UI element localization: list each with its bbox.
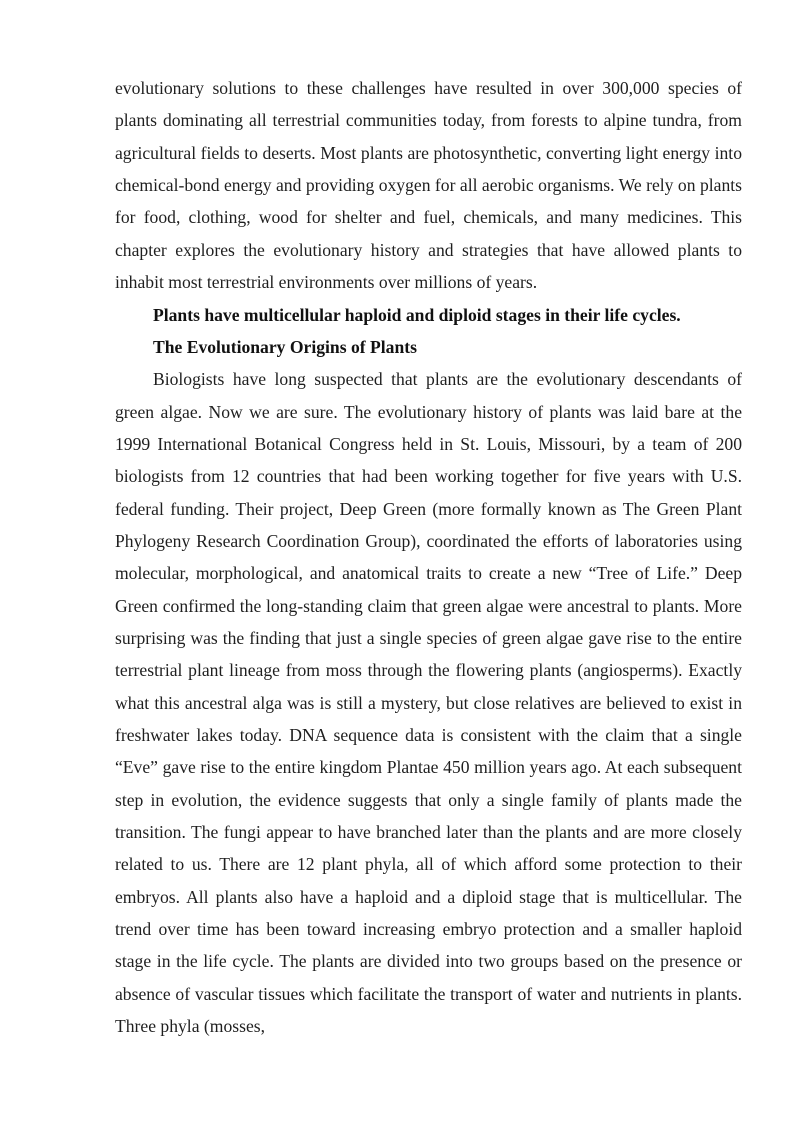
body-paragraph: Biologists have long suspected that plants are the evolutionary descendants of green algae. Now we are sure. The evolutionary history of plants was laid bare at the 1999 International Botanical Congress held in St. Louis, Missouri, by a team of 200 biologists from 12 countries that had been working together for five years with U.S. federal funding. Their project, Deep Green (more formally known as The Green Plant Phylogeny Research Coordination Group), coordinated the efforts of laboratories using molecular, morphological, and anatomical traits to create a new “Tree of Life.” Deep Green confirmed the long-standing claim that green algae were ancestral to plants. More surprising was the finding that just a single species of green algae gave rise to the entire terrestrial plant lineage from moss through the flowering plants (angiosperms). Exactly what this ancestral alga was is still a mystery, but close relatives are believed to exist in freshwater lakes today. DNA sequence data is consistent with the claim that a single “Eve” gave rise to the entire kingdom Plantae 450 million years ago. At each subsequent step in evolution, the evidence suggests that only a single family of plants made the transition. The fungi appear to have branched later than the plants and are more closely related to us. There are 12 plant phyla, all of which afford some protection to their embryos. All plants also have a haploid and a diploid stage that is multicellular. The trend over time has been toward increasing embryo protection and a smaller haploid stage in the life cycle. The plants are divided into two groups based on the presence or absence of vascular tissues which facilitate the transport of water and nutrients in plants. Three phyla (mosses, xyxy=(115,369,742,1037)
summary-heading: Plants have multicellular haploid and diploid stages in their life cycles. xyxy=(153,304,681,325)
continued-paragraph: evolutionary solutions to these challenges have resulted in over 300,000 species of plants dominating all terrestrial communities today, from forests to alpine tundra, from agricultural fields to deserts. Most plants are photosynthetic, converting light energy into chemical-bond energy and providing oxygen for all aerobic organisms. We rely on plants for food, clothing, wood for shelter and fuel, chemicals, and many medicines. This chapter explores the evolutionary history and strategies that have allowed plants to inhabit most terrestrial environments over millions of years. xyxy=(115,78,742,293)
section-heading: The Evolutionary Origins of Plants xyxy=(153,336,417,357)
